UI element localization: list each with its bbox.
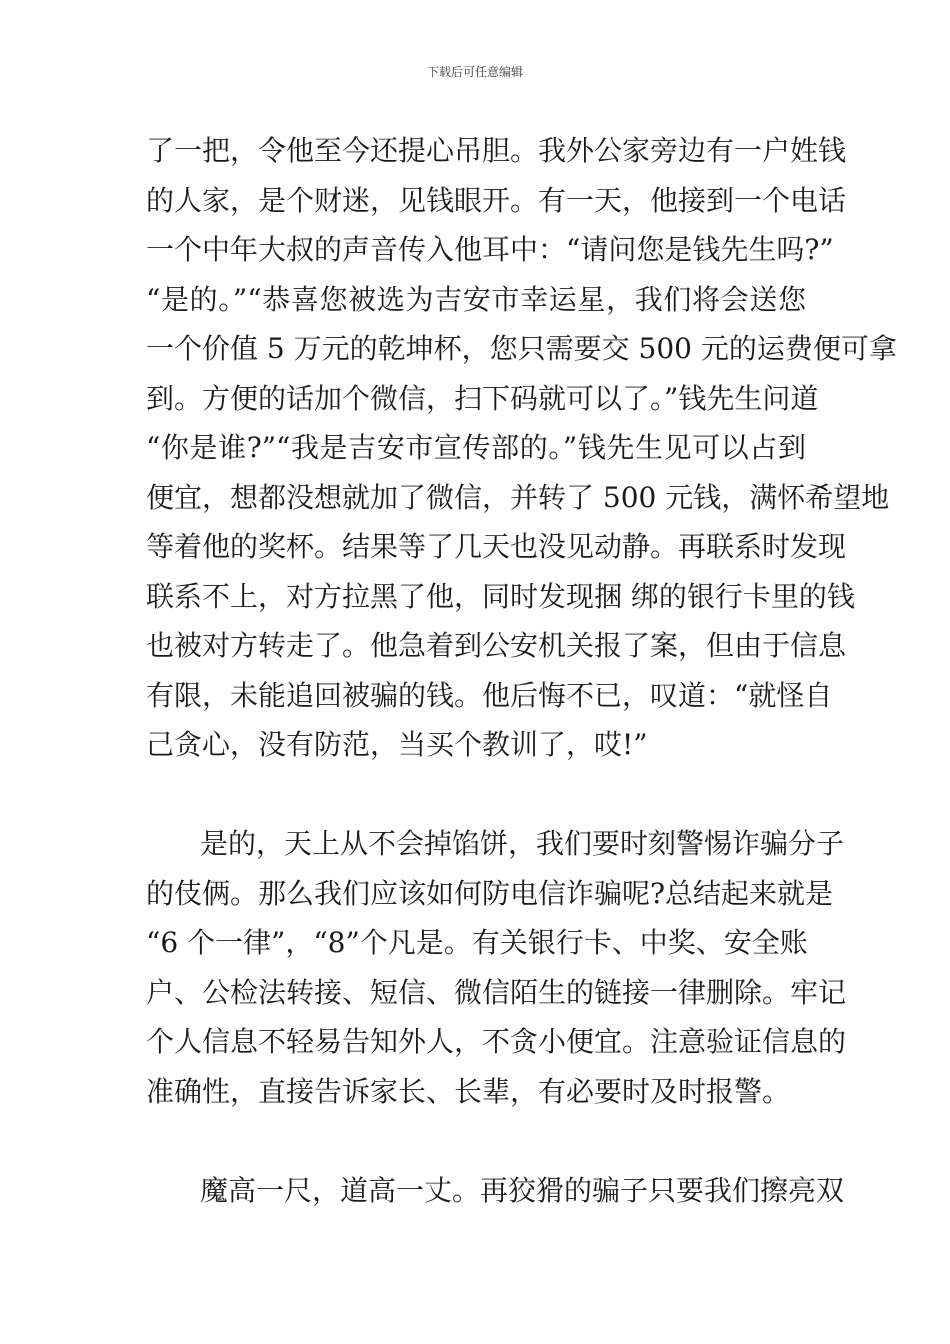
text-line: 一个价值 5 万元的乾坤杯，您只需要交 500 元的运费便可拿 bbox=[146, 332, 897, 365]
text-line: 是的，天上从不会掉馅饼，我们要时刻警惕诈骗分子 bbox=[200, 827, 845, 860]
paragraph-conclusion bbox=[146, 1166, 845, 1216]
text-line: 了一把，令他至今还提心吊胆。我外公家旁边有一户姓钱 bbox=[146, 134, 847, 167]
text-line: 有限，未能追回被骗的钱。他后悔不已，叹道：“就怪自 bbox=[146, 678, 833, 712]
text-line: “6 个一律”，“8”个凡是。有关银行卡、中奖、安全账 bbox=[146, 926, 808, 959]
text-line: 个人信息不轻易告知外人，不贪小便宜。注意验证信息的 bbox=[146, 1025, 847, 1058]
paragraph-gap bbox=[146, 1116, 806, 1166]
document-body bbox=[146, 126, 897, 1215]
text-line: “你是谁?”“我是吉安市宣传部的。”钱先生见可以占到 bbox=[146, 431, 806, 464]
text-line: 己贪心，没有防范，当买个教训了，哎!” bbox=[146, 728, 648, 761]
text-line: 等着他的奖杯。结果等了几天也没见动静。再联系时发现 bbox=[146, 530, 847, 563]
text-line: 一个中年大叔的声音传入他耳中：“请问您是钱先生吗?” bbox=[146, 233, 834, 266]
text-line: 户、公检法转接、短信、微信陌生的链接一律删除。牢记 bbox=[146, 975, 847, 1009]
text-line: 联系不上，对方拉黑了他，同时发现捆 绑的银行卡里的钱 bbox=[146, 579, 855, 613]
text-line: “是的。”“恭喜您被选为吉安市幸运星，我们将会送您 bbox=[146, 282, 806, 316]
text-line: 便宜，想都没想就加了微信，并转了 500 元钱，满怀希望地 bbox=[146, 480, 890, 514]
paragraph-story bbox=[146, 126, 897, 770]
text-line: 的人家，是个财迷，见钱眼开。有一天，他接到一个电话 bbox=[146, 183, 847, 217]
text-line: 魔高一尺，道高一丈。再狡猾的骗子只要我们擦亮双 bbox=[200, 1173, 845, 1207]
text-line: 到。方便的话加个微信，扫下码就可以了。”钱先生问道 bbox=[146, 381, 819, 415]
text-line: 的伎俩。那么我们应该如何防电信诈骗呢?总结起来就是 bbox=[146, 876, 834, 910]
page-header: 下载后可任意编辑 bbox=[426, 65, 523, 79]
text-line: 准确性，直接告诉家长、长辈，有必要时及时报警。 bbox=[146, 1074, 791, 1108]
paragraph-gap bbox=[146, 770, 806, 820]
paragraph-advice bbox=[146, 819, 847, 1116]
text-line: 也被对方转走了。他急着到公安机关报了案，但由于信息 bbox=[146, 629, 847, 662]
